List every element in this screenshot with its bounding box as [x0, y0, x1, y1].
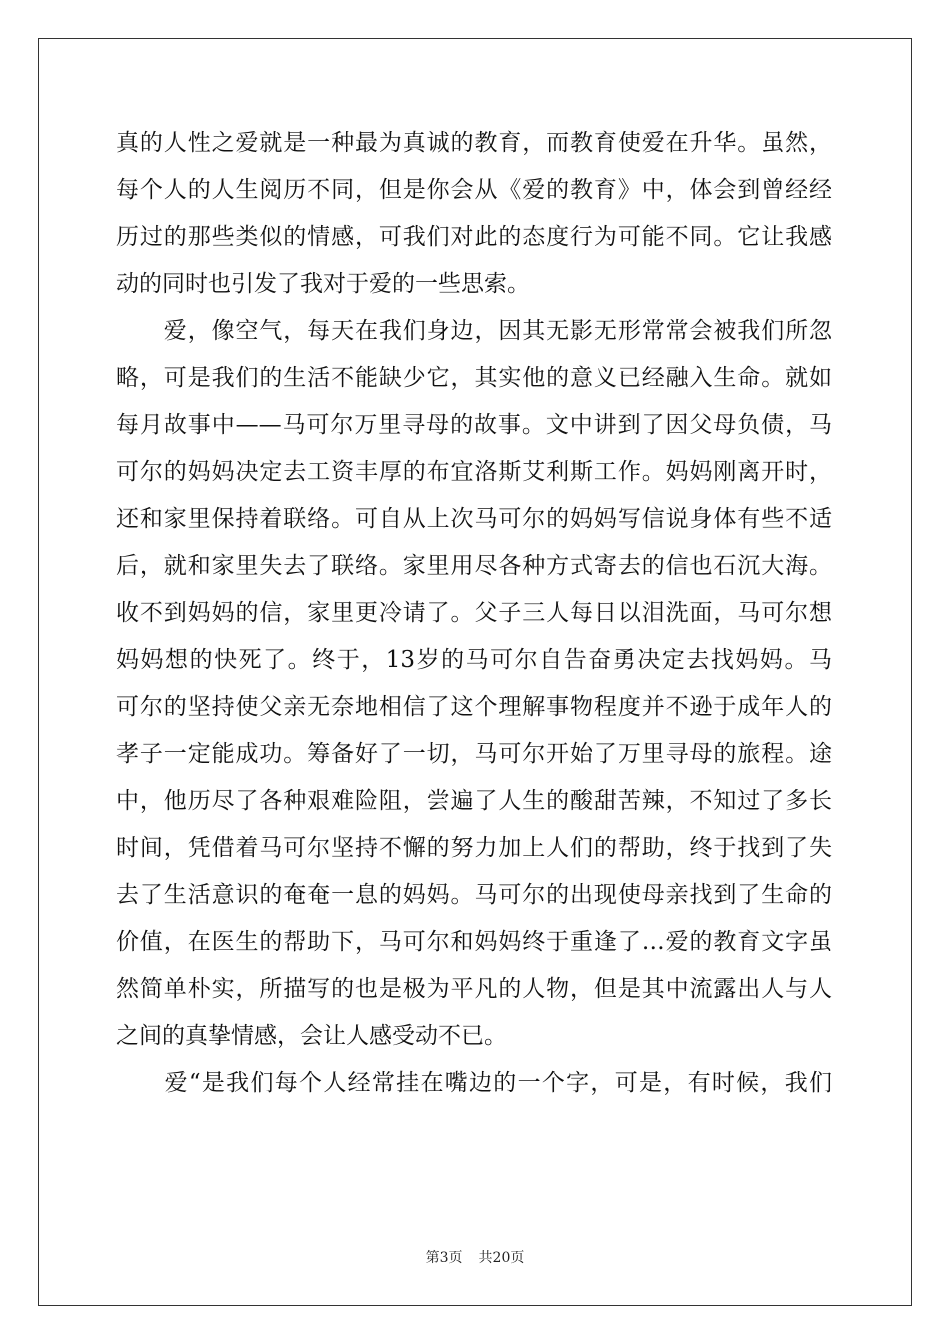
text-line: 之间的真挚情感，会让人感受动不已。	[116, 1023, 507, 1049]
text-line: 可尔的坚持使父亲无奈地相信了这个理解事物程度并不逊于成年人的	[116, 694, 832, 720]
paragraph-1	[116, 120, 832, 308]
text-line: 真的人性之爱就是一种最为真诚的教育，而教育使爱在升华。虽然，	[116, 130, 832, 156]
text-line: 价值，在医生的帮助下，马可尔和妈妈终于重逢了…爱的教育文字虽	[116, 929, 832, 955]
text-line: 每月故事中——马可尔万里寻母的故事。文中讲到了因父母负债，马	[116, 412, 832, 438]
text-line: 每个人的人生阅历不同，但是你会从《爱的教育》中，体会到曾经经	[116, 177, 832, 203]
page-footer	[0, 1247, 950, 1267]
text-line: 略，可是我们的生活不能缺少它，其实他的意义已经融入生命。就如	[116, 365, 832, 391]
text-line: 去了生活意识的奄奄一息的妈妈。马可尔的出现使母亲找到了生命的	[116, 882, 832, 908]
document-body	[116, 120, 832, 1107]
text-line: 爱“是我们每个人经常挂在嘴边的一个字，可是，有时候，我们	[116, 1070, 832, 1096]
text-line: 孝子一定能成功。筹备好了一切，马可尔开始了万里寻母的旅程。途	[116, 741, 832, 767]
text-line: 然简单朴实，所描写的也是极为平凡的人物，但是其中流露出人与人	[116, 976, 832, 1002]
text-line: 动的同时也引发了我对于爱的一些思索。	[116, 271, 530, 297]
text-line: 还和家里保持着联络。可自从上次马可尔的妈妈写信说身体有些不适	[116, 506, 832, 532]
paragraph-2	[116, 308, 832, 1060]
page-total: 共20页	[478, 1250, 525, 1266]
text-line: 中，他历尽了各种艰难险阻，尝遍了人生的酸甜苦辣，不知过了多长	[116, 788, 832, 814]
text-line: 可尔的妈妈决定去工资丰厚的布宜洛斯艾利斯工作。妈妈刚离开时，	[116, 459, 832, 485]
text-line: 时间，凭借着马可尔坚持不懈的努力加上人们的帮助，终于找到了失	[116, 835, 832, 861]
text-line: 历过的那些类似的情感，可我们对此的态度行为可能不同。它让我感	[116, 224, 832, 250]
page-number: 第3页	[425, 1250, 463, 1266]
text-line: 收不到妈妈的信，家里更冷请了。父子三人每日以泪洗面，马可尔想	[116, 600, 832, 626]
text-line: 后，就和家里失去了联络。家里用尽各种方式寄去的信也石沉大海。	[116, 553, 832, 579]
paragraph-3	[116, 1060, 832, 1107]
text-line: 妈妈想的快死了。终于，13岁的马可尔自告奋勇决定去找妈妈。马	[116, 647, 832, 673]
text-line: 爱，像空气，每天在我们身边，因其无影无形常常会被我们所忽	[116, 318, 832, 344]
